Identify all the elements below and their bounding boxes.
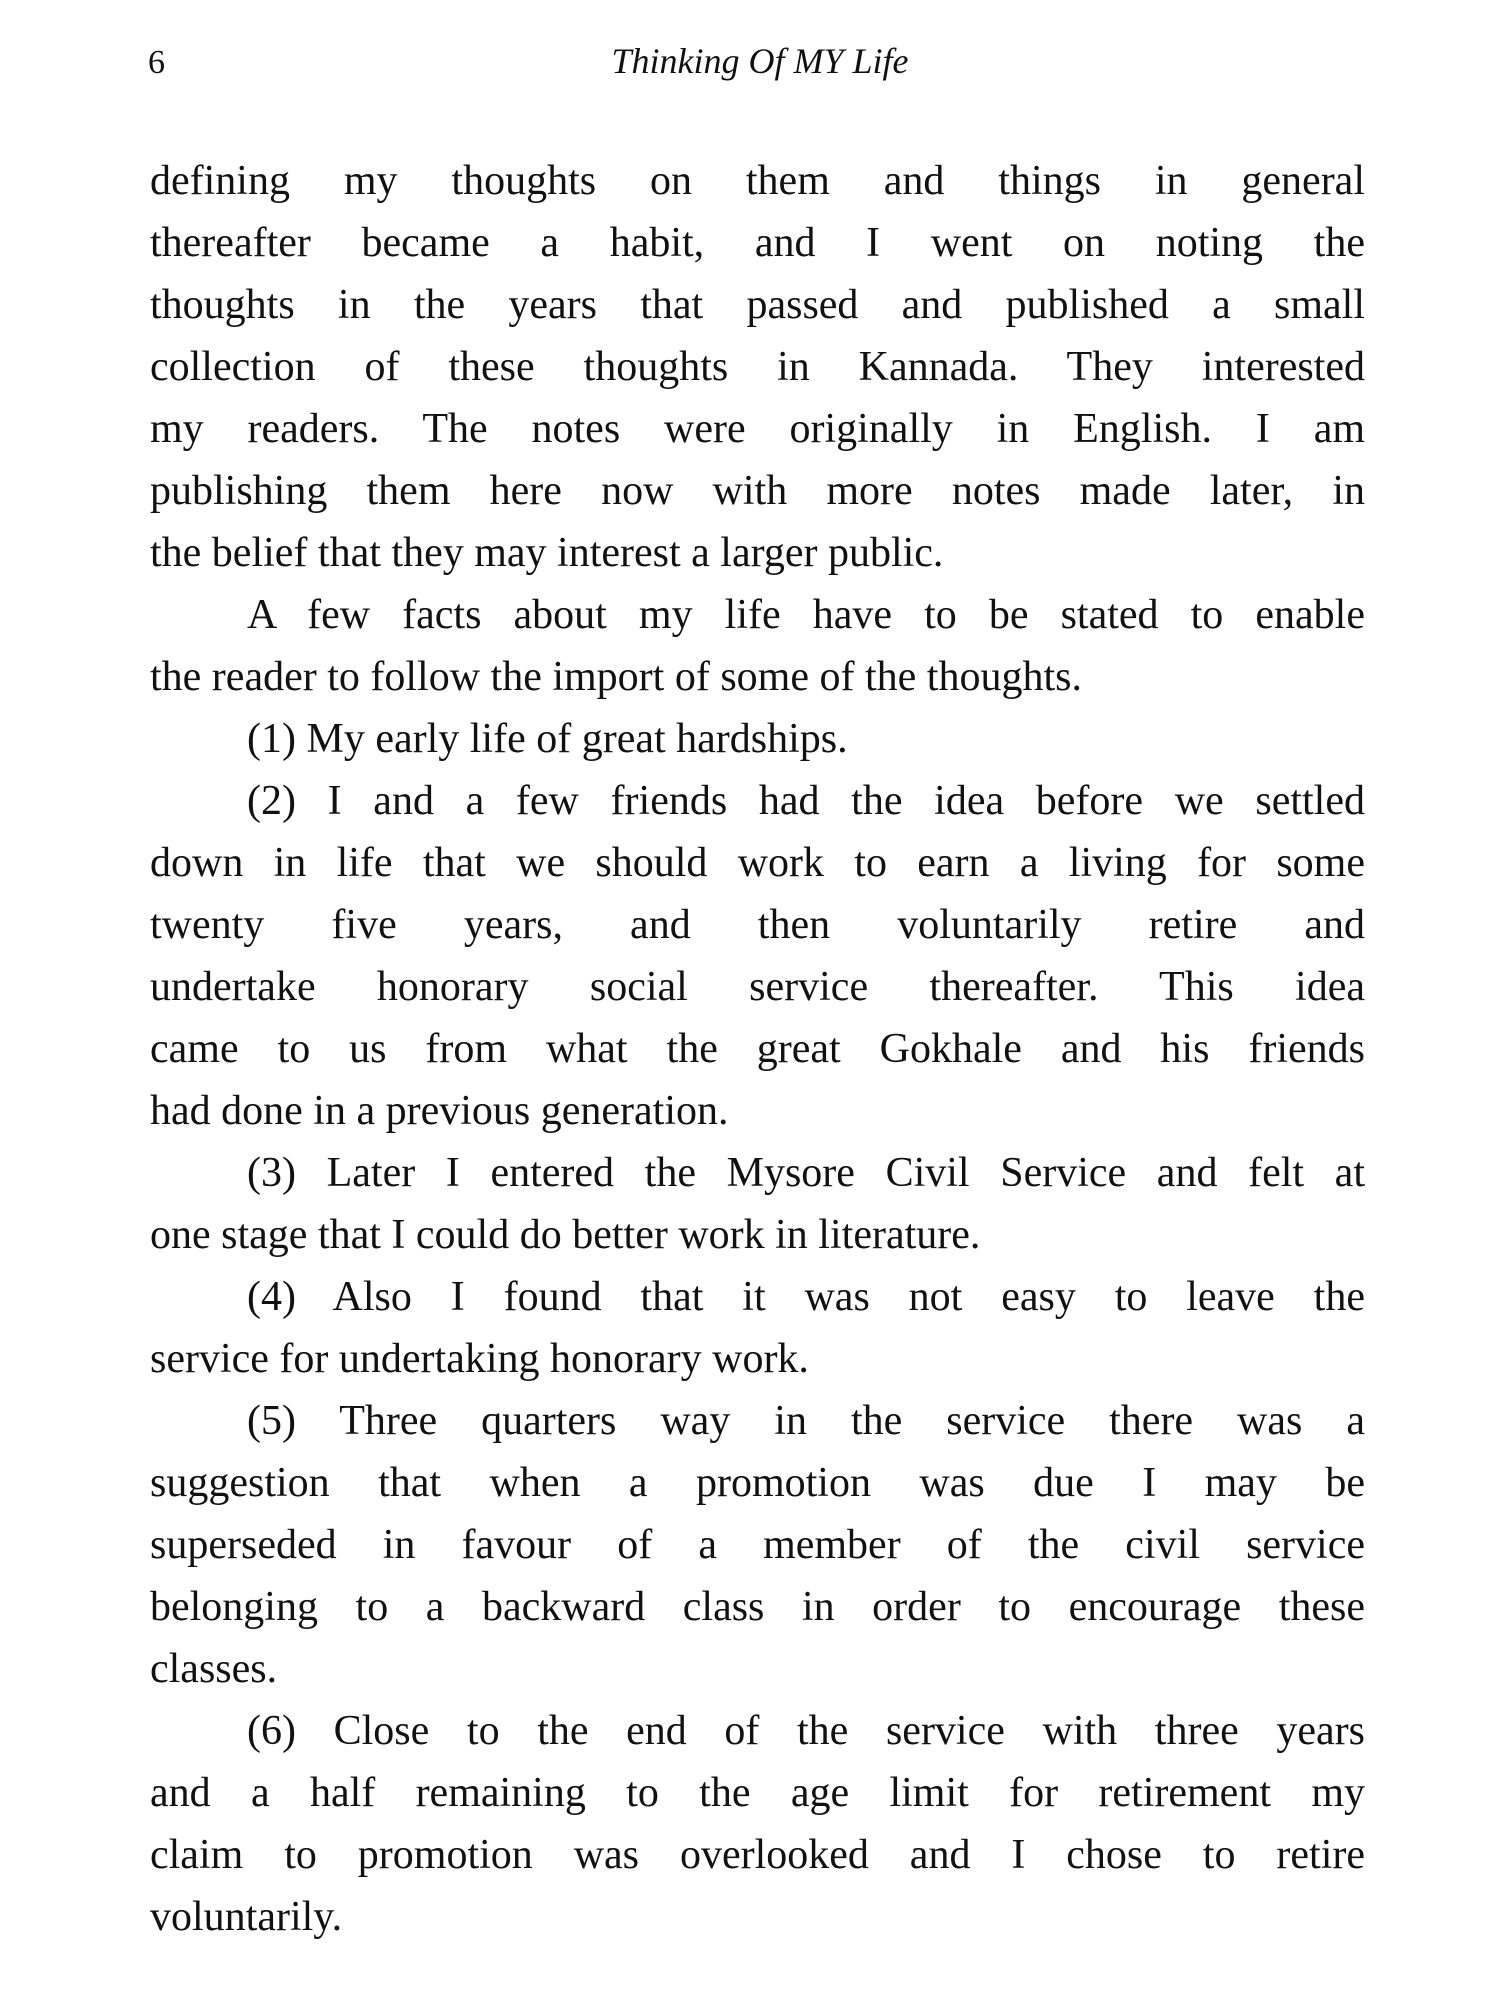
running-title: Thinking Of MY Life <box>611 41 909 81</box>
text-line: one stage that I could do better work in literature. <box>150 1212 981 1258</box>
text-line: suggestion that when a promotion was due I may be <box>150 1460 1365 1506</box>
text-line: thoughts in the years that passed and published a small <box>150 282 1365 328</box>
list-item-6: (6) Close to the end of the service with three years <box>247 1708 1365 1754</box>
text-line: thereafter became a habit, and I went on noting the <box>150 220 1365 266</box>
text-line: down in life that we should work to earn a living for some <box>150 840 1365 886</box>
body-text <box>150 150 1365 1948</box>
list-item-1: (1) My early life of great hardships. <box>247 716 848 762</box>
text-line: the belief that they may interest a larger public. <box>150 530 944 576</box>
list-item-2: (2) I and a few friends had the idea before we settled <box>247 778 1365 824</box>
list-item-3: (3) Later I entered the Mysore Civil Service and felt at <box>247 1150 1365 1196</box>
text-line: publishing them here now with more notes made later, in <box>150 468 1365 514</box>
page-number: 6 <box>148 44 165 81</box>
list-item-5: (5) Three quarters way in the service there was a <box>247 1398 1365 1444</box>
text-line: defining my thoughts on them and things in general <box>150 158 1365 204</box>
text-line: had done in a previous generation. <box>150 1088 729 1134</box>
text-line: came to us from what the great Gokhale and his friends <box>150 1026 1365 1072</box>
text-line: classes. <box>150 1646 278 1692</box>
text-line: my readers. The notes were originally in English. I am <box>150 406 1365 452</box>
text-line: collection of these thoughts in Kannada. They interested <box>150 344 1365 390</box>
text-line: A few facts about my life have to be stated to enable <box>247 592 1365 638</box>
text-line: claim to promotion was overlooked and I chose to retire <box>150 1832 1365 1878</box>
text-line: and a half remaining to the age limit for retirement my <box>150 1770 1365 1816</box>
text-line: twenty five years, and then voluntarily retire and <box>150 902 1365 948</box>
text-line: undertake honorary social service thereafter. This idea <box>150 964 1365 1010</box>
list-item-4: (4) Also I found that it was not easy to leave the <box>247 1274 1365 1320</box>
text-line: service for undertaking honorary work. <box>150 1336 809 1382</box>
text-line: superseded in favour of a member of the civil service <box>150 1522 1365 1568</box>
text-line: belonging to a backward class in order to encourage these <box>150 1584 1365 1630</box>
text-line: voluntarily. <box>150 1894 343 1940</box>
text-line: the reader to follow the import of some of the thoughts. <box>150 654 1082 700</box>
